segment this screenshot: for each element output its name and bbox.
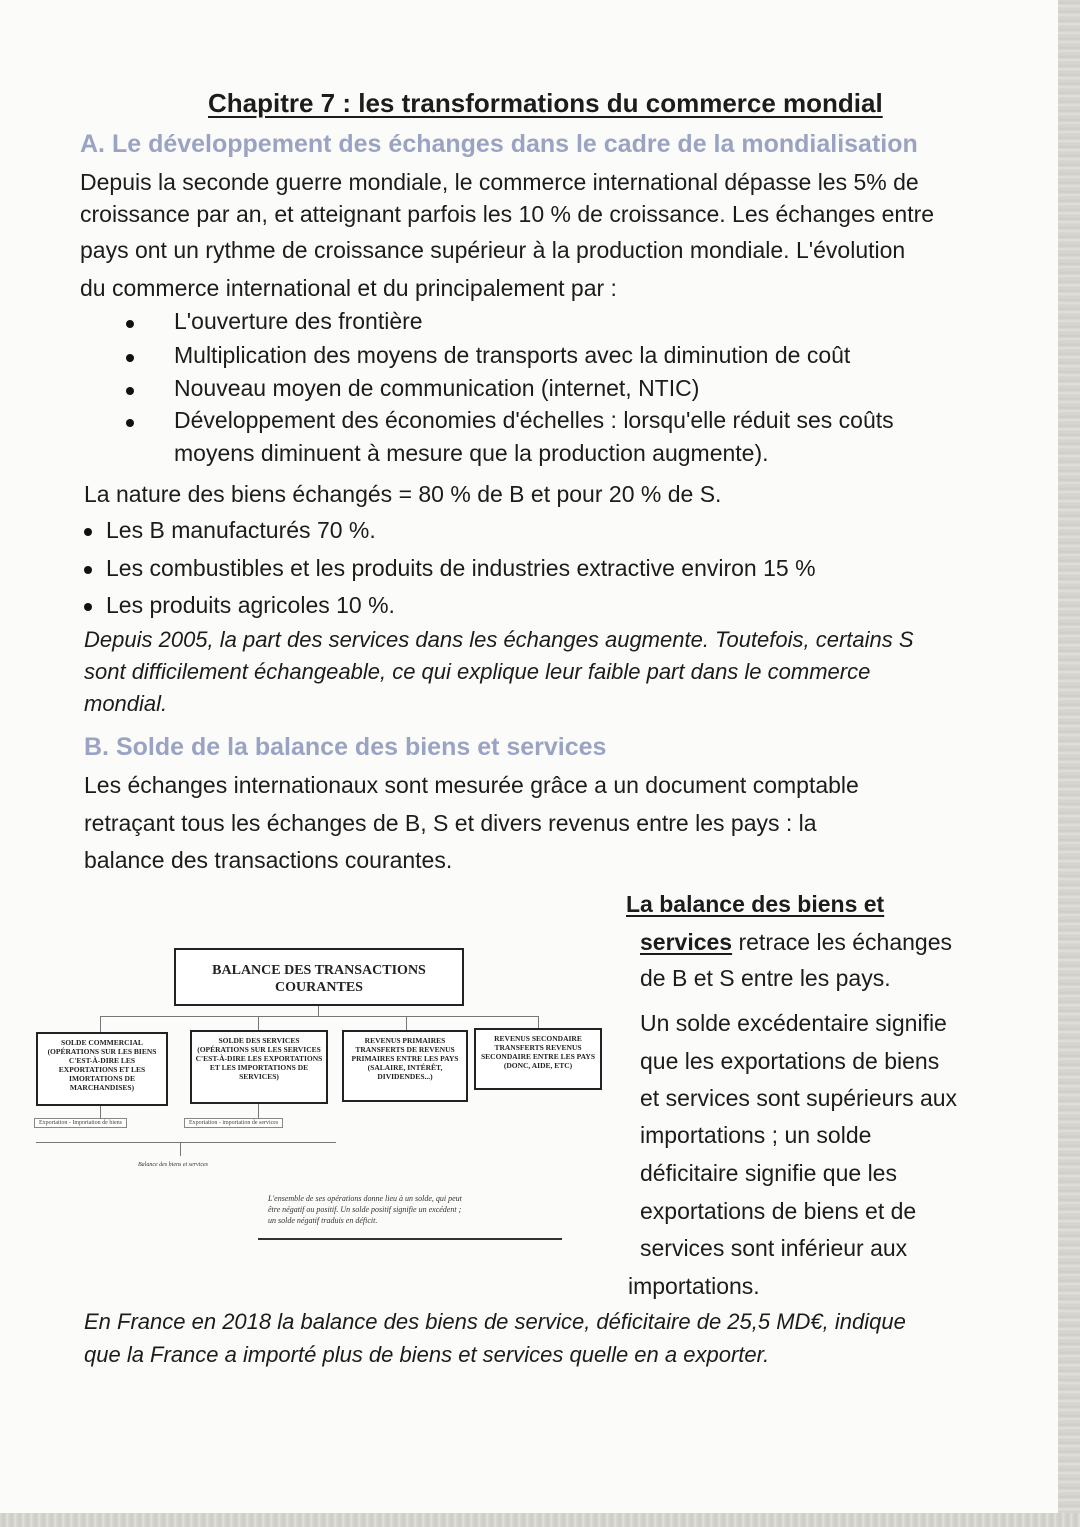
bullet-dot-icon: [126, 354, 134, 362]
formula-biens: Exportation - Importation de biens: [34, 1118, 127, 1128]
italic-line-3: mondial.: [84, 691, 168, 716]
diagram-connector: [538, 1016, 539, 1028]
diagram-connector: [100, 1016, 101, 1032]
diagram-connector: [258, 1016, 259, 1030]
bullet-dot-icon: [126, 320, 134, 328]
bullet-continuation: moyens diminuent à mesure que la production augmente).: [174, 440, 769, 466]
diagram-note-line: un solde négatif traduis en déficit.: [268, 1216, 378, 1225]
formula-services: Exportation - importation de services: [184, 1118, 283, 1128]
page-title: Chapitre 7 : les transformations du commerce mondial: [208, 88, 883, 118]
solde-line: services sont inférieur aux: [640, 1235, 908, 1261]
page-edge: [1058, 0, 1080, 1527]
conclusion-line-2: que la France a importé plus de biens et services quelle en a exporter.: [84, 1342, 770, 1367]
solde-line: importations ; un solde: [640, 1122, 872, 1148]
page-edge-bottom: [0, 1513, 1080, 1527]
bullet-dot-icon: [126, 419, 134, 427]
diagram-box-revenus-secondaires: REVENUS SECONDAIRE TRANSFERTS REVENUS SECONDAIRE ENTRE LES PAYS (DONC, AIDE, ETC): [474, 1028, 602, 1090]
diagram-note-line: L'ensemble de ses opérations donne lieu à un solde, qui peut: [268, 1194, 462, 1203]
diagram-note-line: être négatif ou positif. Un solde positif signifie un excédent ;: [268, 1205, 462, 1214]
solde-line: exportations de biens et de: [640, 1198, 917, 1224]
section-a-line-1: Depuis la seconde guerre mondiale, le commerce international dépasse les 5% de: [80, 169, 919, 195]
diagram-connector: [100, 1106, 101, 1118]
solde-line: Un solde excédentaire signifie: [640, 1010, 947, 1036]
diagram-connector: [318, 1006, 319, 1016]
diagram-main-box: BALANCE DES TRANSACTIONS COURANTES: [174, 948, 464, 1006]
bullet-dot-icon: [84, 566, 92, 574]
balance-definition-line-3: de B et S entre les pays.: [640, 965, 891, 991]
diagram-box-solde-commercial: SOLDE COMMERCIAL (OPÉRATIONS SUR LES BIENS C'EST-À-DIRE LES EXPORTATIONS ET LES IMORTATIONS DE MARCHANDISES): [36, 1032, 168, 1106]
italic-line-1: Depuis 2005, la part des services dans les échanges augmente. Toutefois, certains S: [84, 627, 914, 652]
balance-definition-line: services retrace les échanges: [640, 929, 952, 955]
solde-line: que les exportations de biens: [640, 1048, 940, 1074]
diagram-box-revenus-primaires: REVENUS PRIMAIRES TRANSFERTS DE REVENUS PRIMAIRES ENTRE LES PAYS (SALAIRE, INTÉRÊT, DIVIDENDES...): [342, 1030, 468, 1102]
diagram-box-solde-services: SOLDE DES SERVICES (OPÉRATIONS SUR LES SERVICES C'EST-À-DIRE LES EXPORTATIONS ET LES IMPORTATIONS DE SERVICES): [190, 1030, 328, 1104]
diagram-connector: [406, 1016, 407, 1030]
document-page: Chapitre 7 : les transformations du commerce mondial A. Le développement des échanges dans le cadre de la mondialisation Depuis la seconde guerre mondiale, le commerce international dépasse les 5% de croissance par an, et atteignant parfois les 10 % de croissance. Les échanges entre pays ont un rythme de croissance supérieur à la production mondiale. L'évolution du commerce international et du principalement par : L'ouverture des frontière Multiplication des moyens de transports avec la diminution de coût Nouveau moyen de communication (internet, NTIC) Développement des économies d'échelles : lorsqu'elle réduit ses coûts moyens diminuent à mesure que la production augmente). La nature des biens échangés = 80 % de B et pour 20 % de S. Les B manufacturés 70 %. Les combustibles et les produits de industries extractive environ 15 % Les produits agricoles 10 %. Depuis 2005, la part des services dans les échanges augmente. Toutefois, certains S sont difficilement échangeable, ce qui explique leur faible part dans le commerce mondial. B. Solde de la balance des biens et services Les échanges internationaux sont mesurée grâce a un document comptable retraçant tous les échanges de B, S et divers revenus entre les pays : la balance des transactions courantes. La balance des biens et services retrace les échanges de B et S entre les pays. Un solde excédentaire signifie que les exportations de biens et services sont supérieurs aux importations ; un solde déficitaire signifie que les exportations de biens et de services sont inférieur aux importations. BALANCE DES TRANSACTIONS COURANTES SOLDE COMMERCIAL (OPÉRATIONS SUR LES BIENS C'EST-À-DIRE LES EXPORTATIONS ET LES IMORTATIONS DE MARCHANDISES) SOLDE DES SERVICES (OPÉRATIONS SUR LES SERVICES C'EST-À-DIRE LES EXPORTATIONS ET LES IMPORTATIONS DE SERVICES) REVENUS PRIMAIRES TRANSFERTS DE REVENUS PRIMAIRES ENTRE LES PAYS (SALAIRE, INTÉRÊT, DIVIDENDES...) REVENUS SECONDAIRE TRANSFERTS REVENUS SECONDAIRE ENTRE LES PAYS (DONC, AIDE, ETC) Exportation - Importation de biens Exportation - importation de services Balance des biens et services L'ensemble de ses opérations donne lieu à un solde, qui peut être négatif ou positif. Un solde positif signifie un excédent ; un solde négatif traduis en déficit. En France en 2018 la balance des biens de service, déficitaire de 25,5 MD€, indique que la France a importé plus de biens et services quelle en a exporter.: [0, 0, 1080, 1527]
conclusion-line-1: En France en 2018 la balance des biens de service, déficitaire de 25,5 MD€, indique: [84, 1309, 906, 1334]
balance-biens-services-label: Balance des biens et services: [138, 1162, 208, 1168]
solde-line: déficitaire signifie que les: [640, 1160, 897, 1186]
diagram-connector: [258, 1104, 259, 1118]
diagram-connector: [100, 1016, 538, 1017]
solde-line: et services sont supérieurs aux: [640, 1085, 958, 1111]
italic-line-2: sont difficilement échangeable, ce qui explique leur faible part dans le commerce: [84, 659, 871, 684]
section-b-line-2: retraçant tous les échanges de B, S et divers revenus entre les pays : la: [84, 810, 817, 836]
section-a-heading: A. Le développement des échanges dans le cadre de la mondialisation: [80, 130, 918, 158]
diagram-connector: [180, 1142, 181, 1156]
section-b-heading: B. Solde de la balance des biens et services: [84, 733, 607, 761]
bullet-dot-icon: [126, 387, 134, 395]
solde-line: importations.: [628, 1273, 760, 1299]
section-a-line-3: pays ont un rythme de croissance supérieur à la production mondiale. L'évolution: [80, 237, 906, 263]
section-a-line-2: croissance par an, et atteignant parfois les 10 % de croissance. Les échanges entre: [80, 201, 935, 227]
bullet-dot-icon: [84, 528, 92, 536]
section-b-line-3: balance des transactions courantes.: [84, 847, 453, 873]
section-a-line-4: du commerce international et du principalement par :: [80, 275, 617, 301]
bullet-dot-icon: [84, 603, 92, 611]
nature-line: La nature des biens échangés = 80 % de B et pour 20 % de S.: [84, 481, 722, 507]
diagram-connector: [36, 1142, 336, 1143]
balance-definition-title: La balance des biens et: [626, 891, 885, 917]
section-b-line-1: Les échanges internationaux sont mesurée grâce a un document comptable: [84, 772, 859, 798]
diagram-underline: [258, 1238, 562, 1240]
